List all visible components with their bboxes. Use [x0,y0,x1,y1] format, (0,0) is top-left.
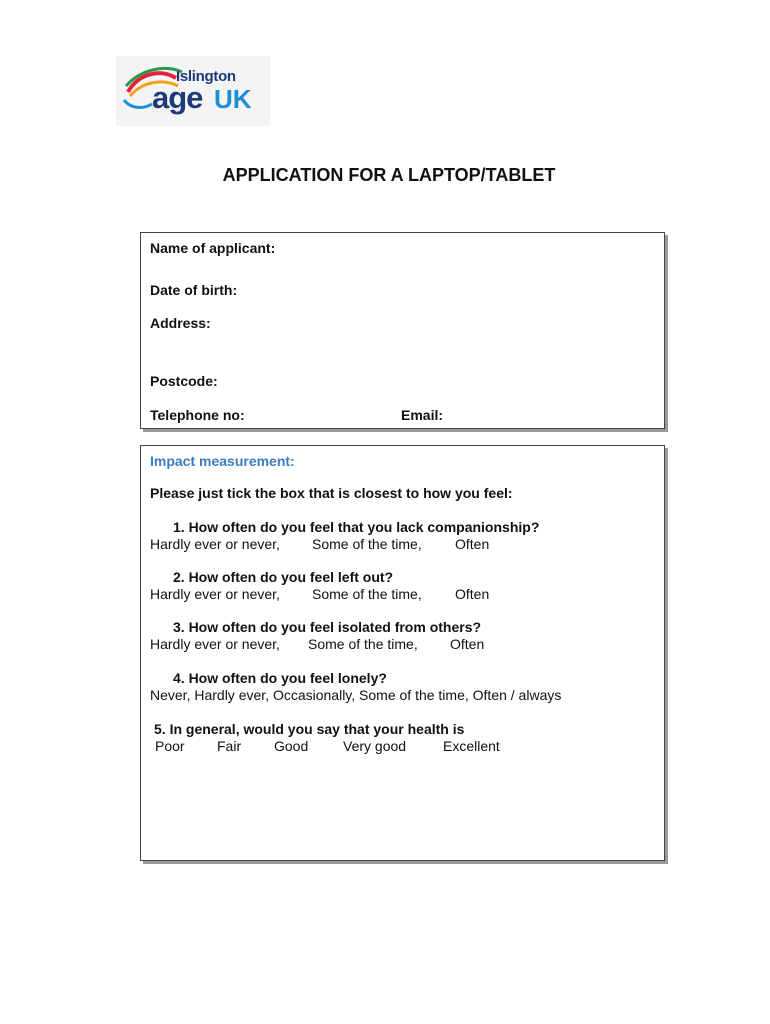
q1-option-some-of-time[interactable]: Some of the time, [312,536,422,552]
question-4: 4. How often do you feel lonely? [173,670,387,686]
instruction-text: Please just tick the box that is closest to how you feel: [150,485,513,501]
postcode-label: Postcode: [150,373,218,389]
q3-option-some-of-time[interactable]: Some of the time, [308,636,418,652]
logo-age-text: age [152,80,203,115]
question-2: 2. How often do you feel left out? [173,569,394,585]
email-label: Email: [401,407,444,423]
applicant-details-box [140,232,665,429]
applicant-name-label: Name of applicant: [150,240,276,256]
q5-option-excellent[interactable]: Excellent [443,738,500,754]
question-1: 1. How often do you feel that you lack companionship? [173,519,540,535]
page-title: APPLICATION FOR A LAPTOP/TABLET [222,165,556,185]
date-of-birth-label: Date of birth: [150,282,238,298]
telephone-label: Telephone no: [150,407,245,423]
logo-islington-text: Islington [176,68,236,85]
q2-option-hardly-ever[interactable]: Hardly ever or never, [150,586,280,602]
impact-measurement-box [140,445,665,861]
q2-option-some-of-time[interactable]: Some of the time, [312,586,422,602]
q3-option-often[interactable]: Often [450,636,485,652]
q5-option-very-good[interactable]: Very good [343,738,407,754]
q5-option-good[interactable]: Good [274,738,309,754]
q1-option-often[interactable]: Often [455,536,490,552]
address-label: Address: [150,315,211,331]
age-uk-logo [116,56,270,126]
q1-option-hardly-ever[interactable]: Hardly ever or never, [150,536,280,552]
q3-option-hardly-ever[interactable]: Hardly ever or never, [150,636,280,652]
question-5: 5. In general, would you say that your health is [154,721,465,737]
impact-heading: Impact measurement: [150,453,295,469]
question-4-answers[interactable]: Never, Hardly ever, Occasionally, Some of the time, Often / always [150,687,562,703]
question-3: 3. How often do you feel isolated from others? [173,619,482,635]
q2-option-often[interactable]: Often [455,586,490,602]
q5-option-poor[interactable]: Poor [155,738,185,754]
logo-uk-text: UK [214,84,252,114]
q5-option-fair[interactable]: Fair [217,738,242,754]
